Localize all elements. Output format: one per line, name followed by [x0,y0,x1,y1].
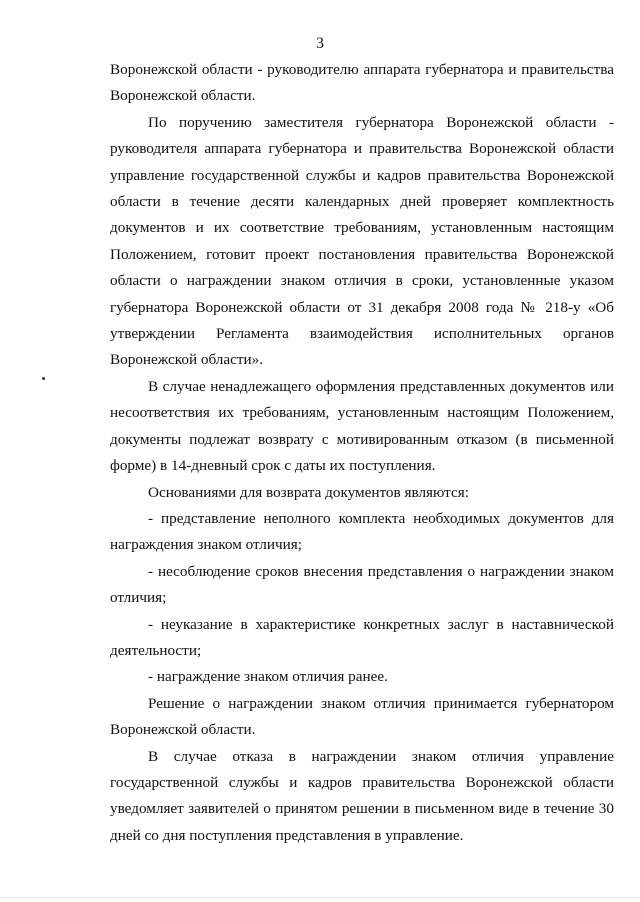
scan-artifact-dot [42,377,45,380]
list-item-incomplete-set: - представление неполного комплекта необходимых документов для награждения знаком отличия; [110,509,614,554]
document-body [110,57,614,849]
paragraph-continuation: Воронежской области - руководителю аппарата губернатора и правительства Воронежской области. [110,61,614,105]
page-number: 3 [316,35,324,52]
paragraph-refusal-notice: В случае отказа в награждении знаком отличия управление государственной службы и кадров правительства Воронежской области уведомляет заявителей о принятом решении в письменном виде в течение 30 дней со дня поступления представления в управление. [110,747,614,844]
paragraph-decision: Решение о награждении знаком отличия принимается губернатором Воронежской области. [110,694,614,739]
list-item-missing-merits: - неуказание в характеристике конкретных заслуг в наставнической деятельности; [110,615,614,659]
paragraph-review-procedure: По поручению заместителя губернатора Воронежской области - руководителя аппарата губернатора и правительства Воронежской области управление государственной службы и кадров правительства Воронежской области в течение десяти календарных дней проверяет комплектность документов и их соответствие требованиям, установленным настоящим Положением, готовит проект постановления правительства Воронежской области о награждении знаком отличия в сроки, установленные указом губернатора Воронежской области от 31 декабря 2008 года № 218-у «Об утверждении Регламента взаимодействия исполнительных органов Воронежской области». [110,113,614,369]
page-bottom-edge [0,897,640,898]
paragraph-return-documents: В случае ненадлежащего оформления представленных документов или несоответствия их требованиям, установленным настоящим Положением, документы подлежат возврату с мотивированным отказом (в письменной форме) в 14-дневный срок с даты их поступления. [110,377,614,475]
paragraph-return-grounds-intro: Основаниями для возврата документов являются: [148,483,469,501]
list-item-previously-awarded: - награждение знаком отличия ранее. [148,668,388,686]
list-item-deadline-violation: - несоблюдение сроков внесения представления о награждении знаком отличия; [110,562,614,607]
